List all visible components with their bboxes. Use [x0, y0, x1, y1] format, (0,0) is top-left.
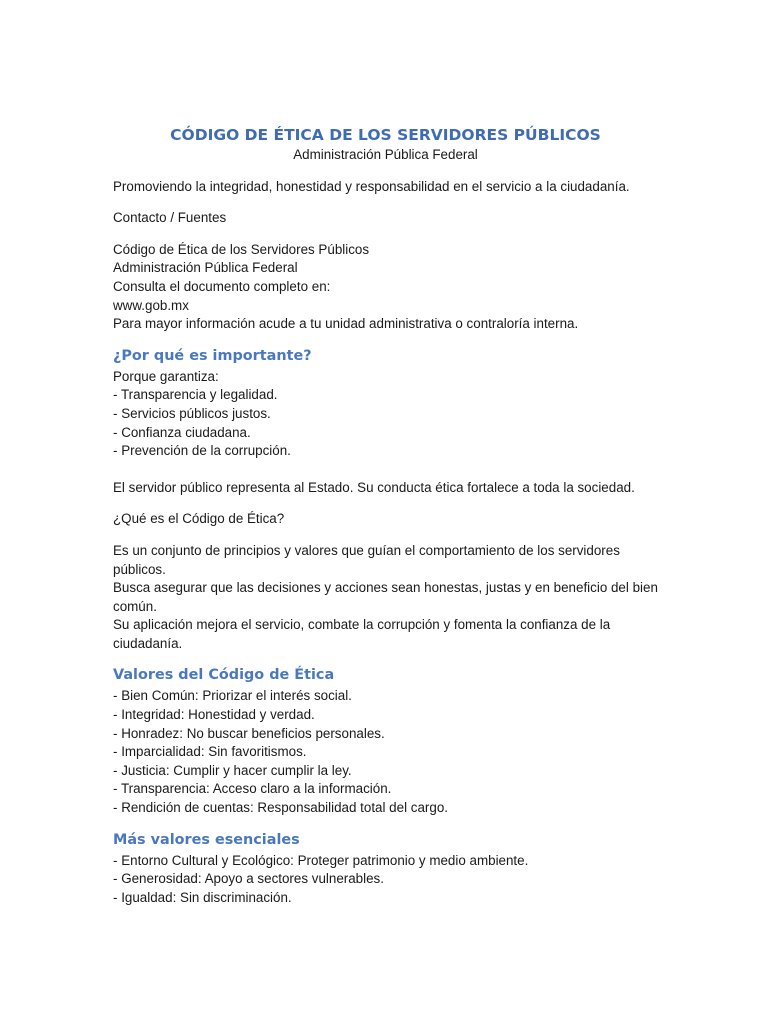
importance-lead: Porque garantiza: [113, 368, 219, 384]
list-item: - Transparencia y legalidad. [113, 386, 658, 405]
list-item: - Transparencia: Acceso claro a la información. [113, 780, 658, 799]
list-item: - Servicios públicos justos. [113, 405, 658, 424]
list-item: - Confianza ciudadana. [113, 424, 658, 443]
contact-line: Administración Pública Federal [113, 260, 298, 276]
contact-url: www.gob.mx [113, 297, 189, 313]
list-item: - Justicia: Cumplir y hacer cumplir la ley. [113, 762, 658, 781]
more-values-list [113, 852, 658, 908]
document-subtitle: Administración Pública Federal [293, 147, 478, 162]
what-is-block [113, 542, 658, 654]
document-title: CÓDIGO DE ÉTICA DE LOS SERVIDORES PÚBLICOS [170, 126, 601, 144]
list-item: - Integridad: Honestidad y verdad. [113, 706, 658, 725]
list-item: - Rendición de cuentas: Responsabilidad total del cargo. [113, 799, 658, 818]
values-heading: Valores del Código de Ética [113, 667, 335, 684]
list-item: - Igualdad: Sin discriminación. [113, 889, 658, 908]
intro-paragraph: Promoviendo la integridad, honestidad y responsabilidad en el servicio a la ciudadanía. [113, 178, 630, 194]
contact-label: Contacto / Fuentes [113, 210, 227, 226]
contact-line: Para mayor información acude a tu unidad administrativa o contraloría interna. [113, 316, 579, 332]
list-item: - Bien Común: Priorizar el interés social. [113, 687, 658, 706]
what-is-line: Busca asegurar que las decisiones y acciones sean honestas, justas y en beneficio del bien común. [113, 580, 658, 614]
importance-heading: ¿Por qué es importante? [113, 347, 312, 364]
list-item: - Imparcialidad: Sin favoritismos. [113, 743, 658, 762]
document-body [113, 124, 658, 920]
list-item: - Entorno Cultural y Ecológico: Proteger patrimonio y medio ambiente. [113, 852, 658, 871]
more-values-heading: Más valores esenciales [113, 831, 300, 848]
importance-closing: El servidor público representa al Estado. Su conducta ética fortalece a toda la sociedad. [113, 479, 635, 495]
list-item: - Honradez: No buscar beneficios personales. [113, 725, 658, 744]
importance-list [113, 386, 658, 460]
what-is-line: Es un conjunto de principios y valores que guían el comportamiento de los servidores públicos. [113, 542, 620, 577]
values-list [113, 687, 658, 817]
what-is-question: ¿Qué es el Código de Ética? [113, 511, 285, 527]
contact-line: Consulta el documento completo en: [113, 278, 331, 294]
contact-line: Código de Ética de los Servidores Públicos [113, 241, 370, 257]
list-item: - Generosidad: Apoyo a sectores vulnerables. [113, 870, 658, 889]
list-item: - Prevención de la corrupción. [113, 442, 658, 461]
what-is-line: Su aplicación mejora el servicio, combate la corrupción y fomenta la confianza de la ciudadanía. [113, 617, 611, 651]
contact-block [113, 241, 658, 334]
